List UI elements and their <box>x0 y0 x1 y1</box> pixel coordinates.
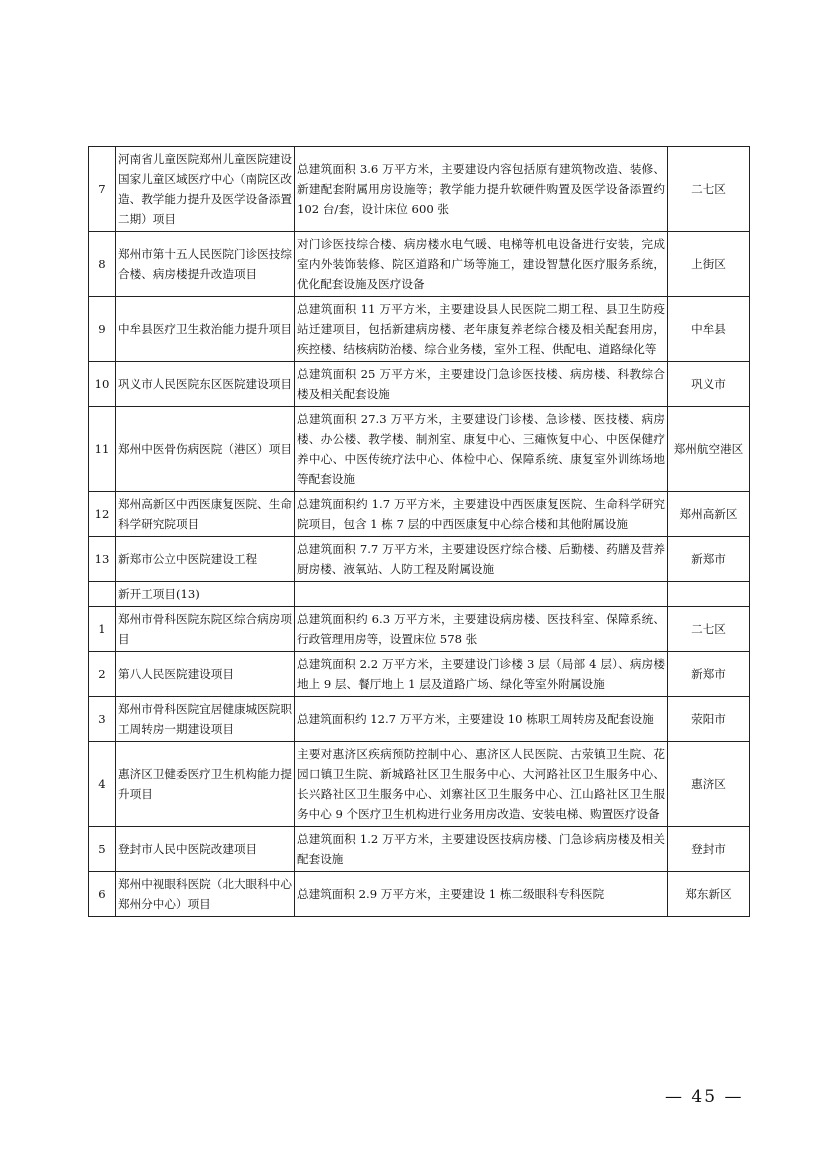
project-name: 登封市人民中医院改建项目 <box>116 827 295 872</box>
row-number: 11 <box>89 407 116 492</box>
project-description: 总建筑面积 7.7 万平方米，主要建设医疗综合楼、后勤楼、药膳及营养厨房楼、液氧站、人防工程及附属设施 <box>295 537 668 582</box>
table-row <box>89 297 750 362</box>
project-name: 中牟县医疗卫生救治能力提升项目 <box>116 297 295 362</box>
table-row <box>89 872 750 917</box>
table-row <box>89 607 750 652</box>
project-region: 郑东新区 <box>668 872 750 917</box>
project-region: 新郑市 <box>668 652 750 697</box>
project-name: 郑州中医骨伤病医院（港区）项目 <box>116 407 295 492</box>
project-name: 新郑市公立中医院建设工程 <box>116 537 295 582</box>
project-region: 登封市 <box>668 827 750 872</box>
table-row <box>89 697 750 742</box>
project-description: 总建筑面积约 6.3 万平方米，主要建设病房楼、医技科室、保障系统、行政管理用房等，设置床位 578 张 <box>295 607 668 652</box>
project-description: 总建筑面积 2.9 万平方米，主要建设 1 栋二级眼科专科医院 <box>295 872 668 917</box>
project-name: 郑州中视眼科医院（北大眼科中心郑州分中心）项目 <box>116 872 295 917</box>
project-region: 中牟县 <box>668 297 750 362</box>
project-region: 二七区 <box>668 147 750 232</box>
row-number: 6 <box>89 872 116 917</box>
row-number: 3 <box>89 697 116 742</box>
table-row <box>89 407 750 492</box>
row-number: 13 <box>89 537 116 582</box>
project-name: 河南省儿童医院郑州儿童医院建设国家儿童区域医疗中心（南院区改造、教学能力提升及医学设备添置二期）项目 <box>116 147 295 232</box>
project-description: 总建筑面积 25 万平方米，主要建设门急诊医技楼、病房楼、科教综合楼及相关配套设施 <box>295 362 668 407</box>
project-region: 巩义市 <box>668 362 750 407</box>
project-description: 总建筑面积 11 万平方米，主要建设县人民医院二期工程、县卫生防疫站迁建项目，包括新建病房楼、老年康复养老综合楼及相关配套用房，疾控楼、结核病防治楼、综合业务楼，室外工程、供配电、道路绿化等 <box>295 297 668 362</box>
project-description: 总建筑面积 27.3 万平方米，主要建设门诊楼、急诊楼、医技楼、病房楼、办公楼、教学楼、制剂室、康复中心、三瘫恢复中心、中医保健疗养中心、中医传统疗法中心、体检中心、保障系统、康复室外训练场地等配套设施 <box>295 407 668 492</box>
project-name: 郑州市骨科医院东院区综合病房项目 <box>116 607 295 652</box>
table-row <box>89 362 750 407</box>
project-name: 郑州高新区中西医康复医院、生命科学研究院项目 <box>116 492 295 537</box>
row-number: 10 <box>89 362 116 407</box>
row-number: 12 <box>89 492 116 537</box>
page-number: — 45 — <box>665 1087 744 1107</box>
row-number: 9 <box>89 297 116 362</box>
project-description: 总建筑面积约 12.7 万平方米，主要建设 10 栋职工周转房及配套设施 <box>295 697 668 742</box>
table-row <box>89 232 750 297</box>
table-row <box>89 537 750 582</box>
section-empty-cell <box>295 582 668 607</box>
row-number: 5 <box>89 827 116 872</box>
row-number: 2 <box>89 652 116 697</box>
project-description: 总建筑面积 3.6 万平方米，主要建设内容包括原有建筑物改造、装修、新建配套附属用房设施等；教学能力提升软硬件购置及医学设备添置约 102 台/套，设计床位 600 张 <box>295 147 668 232</box>
project-description: 总建筑面积 1.2 万平方米，主要建设医技病房楼、门急诊病房楼及相关配套设施 <box>295 827 668 872</box>
project-region: 郑州高新区 <box>668 492 750 537</box>
project-region: 荥阳市 <box>668 697 750 742</box>
project-name: 第八人民医院建设项目 <box>116 652 295 697</box>
projects-table <box>88 146 750 917</box>
project-description: 总建筑面积约 1.7 万平方米，主要建设中西医康复医院、生命科学研究院项目，包含 1 栋 7 层的中西医康复中心综合楼和其他附属设施 <box>295 492 668 537</box>
section-empty-cell <box>89 582 116 607</box>
table-row <box>89 827 750 872</box>
row-number: 8 <box>89 232 116 297</box>
project-name: 郑州市第十五人民医院门诊医技综合楼、病房楼提升改造项目 <box>116 232 295 297</box>
row-number: 7 <box>89 147 116 232</box>
project-region: 郑州航空港区 <box>668 407 750 492</box>
table-row <box>89 147 750 232</box>
row-number: 4 <box>89 742 116 827</box>
section-header-row <box>89 582 750 607</box>
project-region: 惠济区 <box>668 742 750 827</box>
section-label: 新开工项目(13) <box>116 582 295 607</box>
row-number: 1 <box>89 607 116 652</box>
project-name: 巩义市人民医院东区医院建设项目 <box>116 362 295 407</box>
project-region: 新郑市 <box>668 537 750 582</box>
project-name: 郑州市骨科医院宜居健康城医院职工周转房一期建设项目 <box>116 697 295 742</box>
project-description: 总建筑面积 2.2 万平方米，主要建设门诊楼 3 层（局部 4 层）、病房楼地上 9 层、餐厅地上 1 层及道路广场、绿化等室外附属设施 <box>295 652 668 697</box>
project-description: 对门诊医技综合楼、病房楼水电气暖、电梯等机电设备进行安装，完成室内外装饰装修、院区道路和广场等施工，建设智慧化医疗服务系统，优化配套设施及医疗设备 <box>295 232 668 297</box>
table-row <box>89 742 750 827</box>
project-description: 主要对惠济区疾病预防控制中心、惠济区人民医院、古荥镇卫生院、花园口镇卫生院、新城路社区卫生服务中心、大河路社区卫生服务中心、长兴路社区卫生服务中心、刘寨社区卫生服务中心、江山路社区卫生服务中心 9 个医疗卫生机构进行业务用房改造、安装电梯、购置医疗设备 <box>295 742 668 827</box>
project-region: 上街区 <box>668 232 750 297</box>
table-row <box>89 652 750 697</box>
section-empty-cell <box>668 582 750 607</box>
project-name: 惠济区卫健委医疗卫生机构能力提升项目 <box>116 742 295 827</box>
table-row <box>89 492 750 537</box>
project-region: 二七区 <box>668 607 750 652</box>
